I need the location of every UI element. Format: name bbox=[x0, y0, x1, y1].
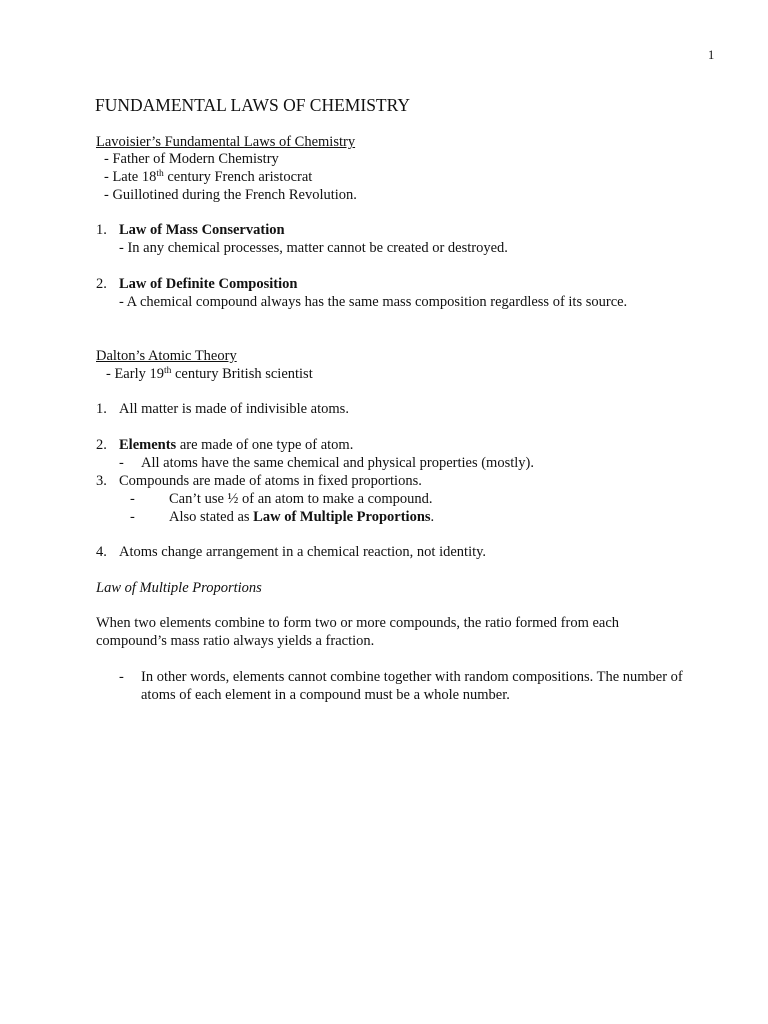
dalton-item-3-dash-1: - bbox=[130, 491, 135, 507]
dalton-subline-text: - Early 19 bbox=[106, 366, 164, 382]
multiple-proportions-keyword: Law of Multiple Proportions bbox=[253, 509, 431, 525]
lavoisier-bullet-2 bbox=[104, 168, 312, 186]
subpoint-2-text: Also stated as bbox=[169, 509, 254, 525]
dalton-item-3-subpoint-2 bbox=[169, 508, 434, 526]
law-1-description: - In any chemical processes, matter cannot be created or destroyed. bbox=[119, 240, 508, 256]
dalton-item-2-subpoint: All atoms have the same chemical and physical properties (mostly). bbox=[141, 455, 534, 471]
multiple-proportions-heading: Law of Multiple Proportions bbox=[96, 580, 262, 596]
law-2-title: Law of Definite Composition bbox=[119, 276, 298, 292]
law-1-title: Law of Mass Conservation bbox=[119, 222, 285, 238]
dalton-item-4-text: Atoms change arrangement in a chemical reaction, not identity. bbox=[119, 544, 487, 560]
dalton-item-2-number: 2. bbox=[96, 437, 107, 453]
dalton-item-2-text bbox=[119, 436, 353, 454]
dalton-subline-rest: century British scientist bbox=[171, 366, 313, 382]
law-1-number: 1. bbox=[96, 222, 107, 238]
dalton-subline bbox=[106, 365, 313, 383]
bullet-2-text-rest: century French aristocrat bbox=[163, 169, 313, 185]
dalton-item-3-dash-2: - bbox=[130, 509, 135, 525]
dalton-item-3-number: 3. bbox=[96, 473, 107, 489]
lavoisier-heading: Lavoisier’s Fundamental Laws of Chemistry bbox=[96, 134, 356, 150]
multiple-note-dash: - bbox=[119, 669, 124, 685]
dalton-item-1-text: All matter is made of indivisible atoms. bbox=[119, 401, 349, 417]
page-number: 1 bbox=[708, 48, 715, 62]
dalton-item-2-rest: are made of one type of atom. bbox=[176, 437, 354, 453]
dalton-subline-superscript: th bbox=[163, 366, 172, 376]
dalton-item-4-number: 4. bbox=[96, 544, 107, 560]
dalton-item-3-subpoint-1: Can’t use ½ of an atom to make a compound. bbox=[169, 491, 433, 507]
bullet-2-text: - Late 18 bbox=[104, 169, 157, 185]
dalton-item-3-text: Compounds are made of atoms in fixed proportions. bbox=[119, 473, 422, 489]
dalton-heading: Dalton’s Atomic Theory bbox=[96, 348, 237, 364]
lavoisier-bullet-3: - Guillotined during the French Revolution. bbox=[104, 187, 357, 203]
multiple-note-line-1: In other words, elements cannot combine together with random compositions. The number of bbox=[141, 669, 683, 685]
dalton-item-2-dash: - bbox=[119, 455, 124, 471]
page-title: FUNDAMENTAL LAWS OF CHEMISTRY bbox=[95, 95, 410, 115]
bullet-2-superscript: th bbox=[156, 169, 164, 179]
subpoint-2-period: . bbox=[430, 509, 435, 525]
multiple-para-line-2: compound’s mass ratio always yields a fraction. bbox=[96, 633, 375, 649]
lavoisier-bullet-1: - Father of Modern Chemistry bbox=[104, 151, 279, 167]
dalton-item-1-number: 1. bbox=[96, 401, 107, 417]
multiple-note-line-2: atoms of each element in a compound must be a whole number. bbox=[141, 687, 510, 703]
law-2-number: 2. bbox=[96, 276, 107, 292]
multiple-para-line-1: When two elements combine to form two or more compounds, the ratio formed from each bbox=[96, 615, 620, 631]
elements-keyword: Elements bbox=[119, 437, 177, 453]
law-2-description: - A chemical compound always has the same mass composition regardless of its source. bbox=[119, 294, 628, 310]
